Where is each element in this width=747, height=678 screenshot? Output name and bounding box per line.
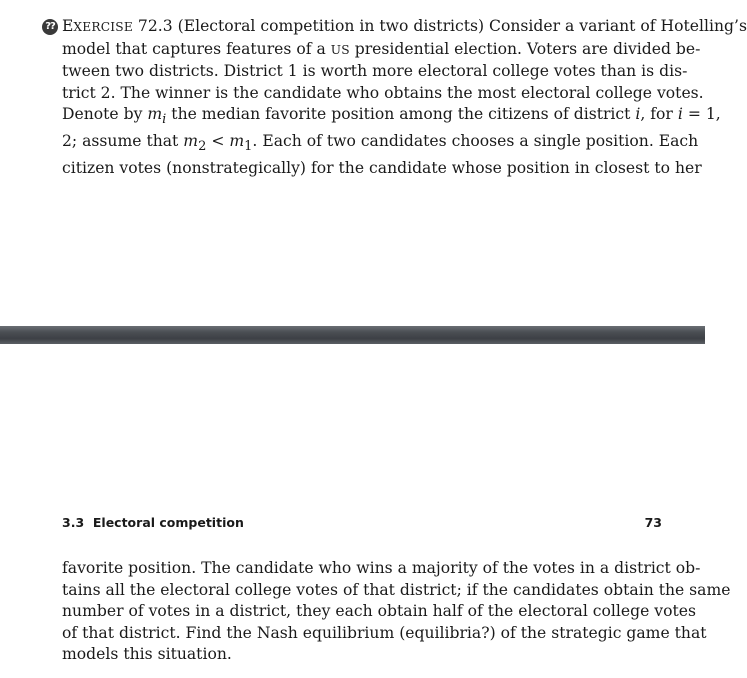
text-line: Denote by $m_i$ the median favorite position among the citizens of district i, for i = 1, [62, 105, 721, 128]
text-line: models this situation. [62, 645, 232, 664]
text-line: 2; assume that $m_2 < m_1$. Each of two candidates chooses a single position. Each [62, 132, 699, 155]
page-break-divider [0, 326, 705, 344]
text-line: of that district. Find the Nash equilibrium (equilibria?) of the strategic game that [62, 623, 707, 642]
exercise-number: 72.3 [137, 17, 173, 35]
text-line: tween two districts. District 1 is worth more electoral college votes than is dis- [62, 62, 688, 81]
exercise-label: EXERCISE 72.3 [62, 17, 173, 35]
text-line: number of votes in a district, they each obtain half of the electoral college votes [62, 602, 696, 621]
page-number: 73 [644, 515, 662, 530]
text-line: trict 2. The winner is the candidate who obtains the most electoral college votes. [62, 83, 704, 102]
text-line: tains all the electoral college votes of that district; if the candidates obtain the same [62, 580, 731, 599]
text-line: favorite position. The candidate who wins a majority of the votes in a district ob- [62, 559, 701, 577]
continuation-paragraph [62, 558, 731, 666]
text-line: EXERCISE 72.3 (Electoral competition in two districts) Consider a variant of Hotelling’s [62, 17, 747, 35]
text-line: citizen votes (nonstrategically) for the candidate whose position in closest to her [62, 158, 702, 177]
text-line: model that captures features of a US presidential election. Voters are divided be- [62, 39, 701, 58]
exercise-difficulty-icon: ?? [42, 19, 58, 35]
section-heading: 3.3 Electoral competition [62, 515, 244, 530]
exercise-paragraph [62, 16, 747, 179]
